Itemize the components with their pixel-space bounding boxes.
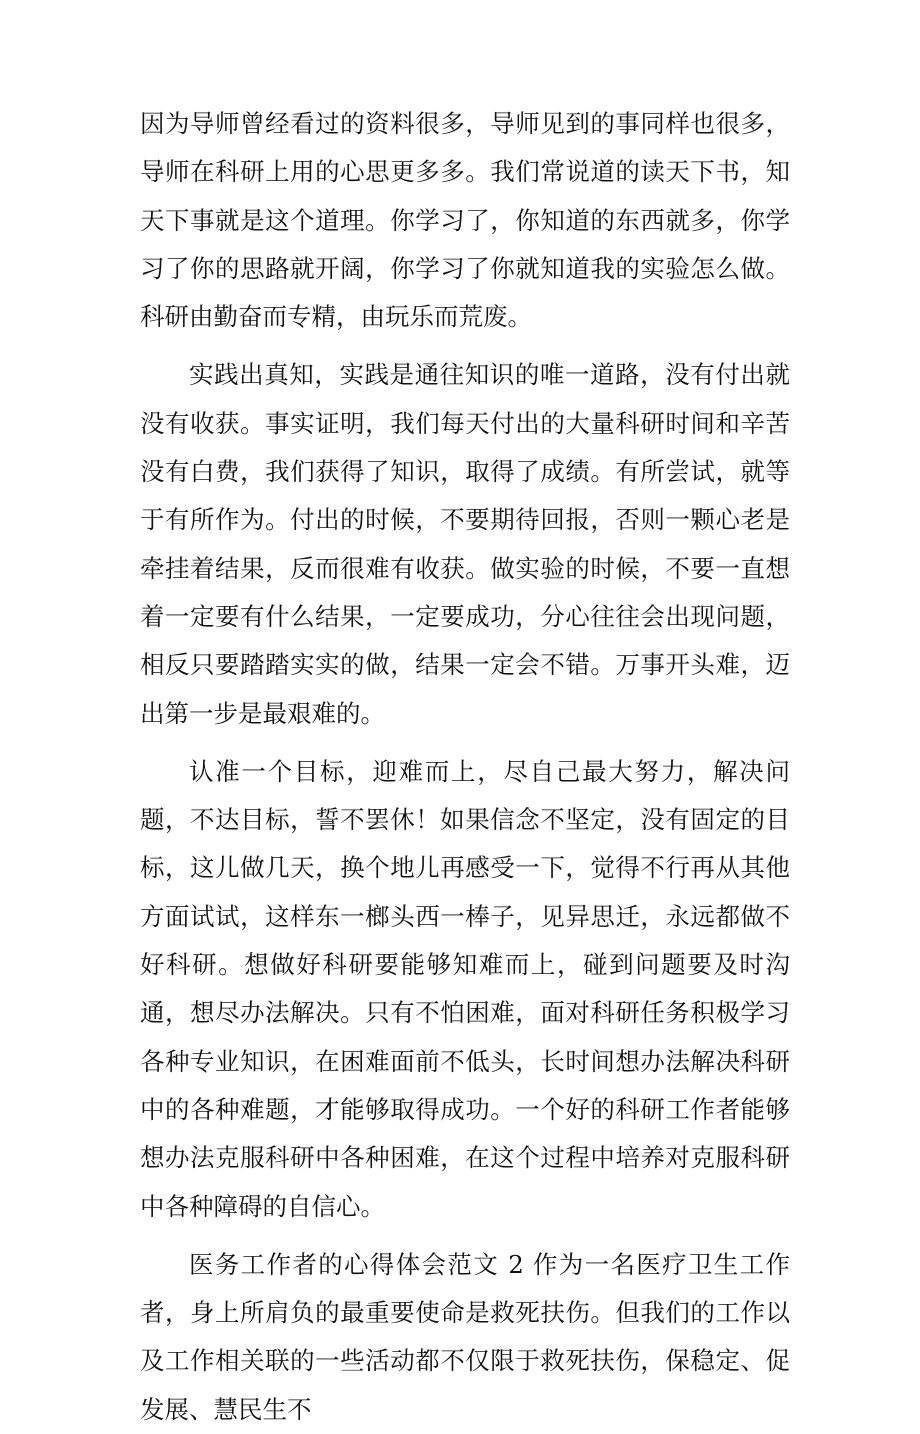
paragraph-4: 医务工作者的心得体会范文 2 作为一名医疗卫生工作者，身上所肩负的最重要使命是救死扶伤。但我们的工作以及工作相关联的一些活动都不仅限于救死扶伤，保稳定、促发展、慧民生不 [140, 1249, 790, 1424]
document-body [140, 100, 790, 1434]
paragraph-3: 认准一个目标，迎难而上，尽自己最大努力，解决问题，不达目标，誓不罢休！如果信念不坚定，没有固定的目标，这儿做几天，换个地儿再感受一下，觉得不行再从其他方面试试，这样东一榔头西一棒子，见异思迁，永远都做不好科研。想做好科研要能够知难而上，碰到问题要及时沟通，想尽办法解决。只有不怕困难，面对科研任务积极学习各种专业知识，在困难面前不低头，长时间想办法解决科研中的各种难题，才能够取得成功。一个好的科研工作者能够想办法克服科研中各种困难，在这个过程中培养对克服科研中各种障碍的自信心。 [140, 756, 790, 1221]
paragraph-2: 实践出真知，实践是通往知识的唯一道路，没有付出就没有收获。事实证明，我们每天付出的大量科研时间和辛苦没有白费，我们获得了知识，取得了成绩。有所尝试，就等于有所作为。付出的时候，不要期待回报，否则一颗心老是牵挂着结果，反而很难有收获。做实验的时候，不要一直想着一定要有什么结果，一定要成功，分心往往会出现问题，相反只要踏踏实实的做，结果一定会不错。万事开头难，迈出第一步是最艰难的。 [140, 360, 790, 728]
paragraph-1: 因为导师曾经看过的资料很多，导师见到的事同样也很多，导师在科研上用的心思更多多。我们常说道的读天下书，知天下事就是这个道理。你学习了，你知道的东西就多，你学习了你的思路就开阔，你学习了你就知道我的实验怎么做。科研由勤奋而专精，由玩乐而荒废。 [140, 109, 790, 332]
